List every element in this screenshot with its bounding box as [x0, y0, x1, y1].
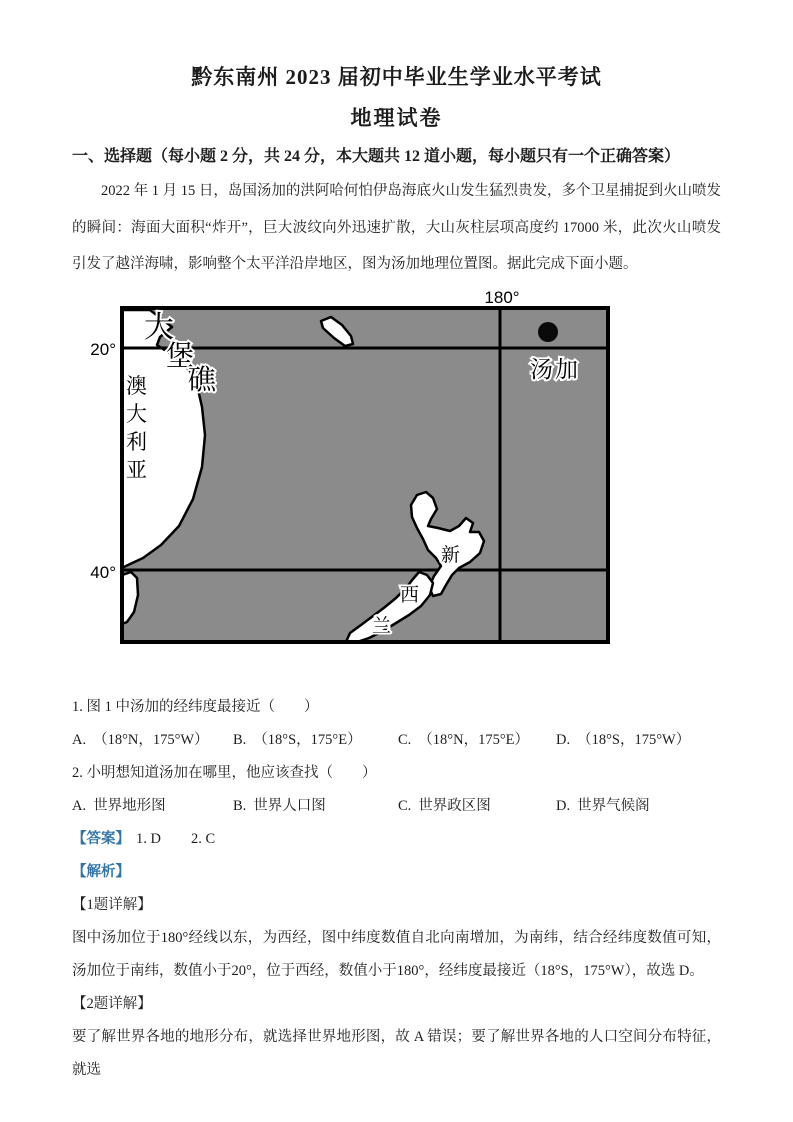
question-1-stem	[72, 691, 721, 724]
answer-1: 1. D	[136, 830, 161, 847]
page-title: 黔东南州 2023 届初中毕业生学业水平考试	[191, 65, 602, 89]
answer-tag: 【答案】	[72, 830, 130, 847]
intro-paragraph: 2022 年 1 月 15 日，岛国汤加的洪阿哈何怕伊岛海底火山发生猛烈贵发，多个卫星捕捉到火山喷发的瞬间：海面大面积“炸开”，巨大波纹向外迅速扩散，大山灰柱层项高度约 17000 米，此次火山喷发引发了越洋海啸，影响整个太平洋沿岸地区，图为汤加地理位置图。据此完成下面小题。	[72, 183, 721, 272]
question-2-number: 2.	[72, 764, 83, 781]
question-2-option-a: A. 世界地形图	[72, 797, 166, 814]
analysis-tag: 【解析】	[72, 863, 130, 880]
question-1-options	[72, 724, 721, 757]
answer-line	[72, 823, 721, 856]
question-1-text: 图 1 中汤加的经纬度最接近（ ）	[86, 698, 319, 715]
question-1-option-d: D. （18°S，175°W）	[556, 731, 691, 748]
analysis-q2-header: 【2题详解】	[72, 995, 152, 1012]
svg-text:堡: 堡	[166, 340, 195, 372]
svg-text:新: 新	[441, 544, 461, 566]
map-label-180: 180°	[484, 287, 520, 307]
question-2-text: 小明想知道汤加在哪里，他应该查找（ ）	[86, 764, 377, 781]
tonga-location-dot	[538, 322, 558, 342]
svg-text:兰: 兰	[372, 615, 392, 637]
questions-section	[72, 691, 721, 1087]
page-subtitle: 地理试卷	[350, 106, 443, 130]
question-1-option-c: C. （18°N，175°E）	[398, 731, 529, 748]
svg-text:澳: 澳	[126, 373, 147, 398]
question-1-option-a: A. （18°N，175°W）	[72, 731, 209, 748]
svg-text:大: 大	[126, 401, 147, 426]
question-2-option-d: D. 世界气候阁	[556, 797, 650, 814]
question-2-option-c: C. 世界政区图	[398, 797, 491, 814]
svg-text:利: 利	[126, 429, 147, 454]
answer-2: 2. C	[190, 830, 216, 847]
svg-text:亚: 亚	[126, 457, 147, 482]
tonga-location-map	[0, 283, 793, 655]
map-label-tonga: 汤加	[530, 356, 580, 382]
map-figure	[0, 283, 793, 655]
svg-text:大: 大	[144, 310, 174, 344]
question-2-option-b: B. 世界人口图	[233, 797, 326, 814]
question-1-number: 1.	[72, 698, 83, 715]
question-1-option-b: B. （18°S，175°E）	[233, 731, 362, 748]
analysis-q2-text: 要了解世界各地的地形分布，就选择世界地形图，故 A 错误；要了解世界各地的人口空间分布特征，就选	[72, 1028, 721, 1078]
question-2-options	[72, 790, 721, 823]
section-header: 一、选择题（每小题 2 分，共 24 分，本大题共 12 道小题，每小题只有一个正确答案）	[72, 148, 681, 165]
question-2-stem	[72, 757, 721, 790]
map-label-40: 40°	[90, 562, 116, 582]
analysis-tag-line	[72, 856, 721, 889]
analysis-q1-header: 【1题详解】	[72, 896, 152, 913]
svg-text:西: 西	[400, 584, 420, 606]
map-label-20: 20°	[90, 339, 116, 359]
svg-text:礁: 礁	[188, 364, 217, 396]
analysis-q1-text: 图中汤加位于180°经线以东，为西经，图中纬度数值自北向南增加，为南纬，结合经纬度数值可知，汤加位于南纬，数值小于20°，位于西经，数值小于180°，经纬度最接近（18°S，175°W），故选 D。	[72, 929, 721, 979]
